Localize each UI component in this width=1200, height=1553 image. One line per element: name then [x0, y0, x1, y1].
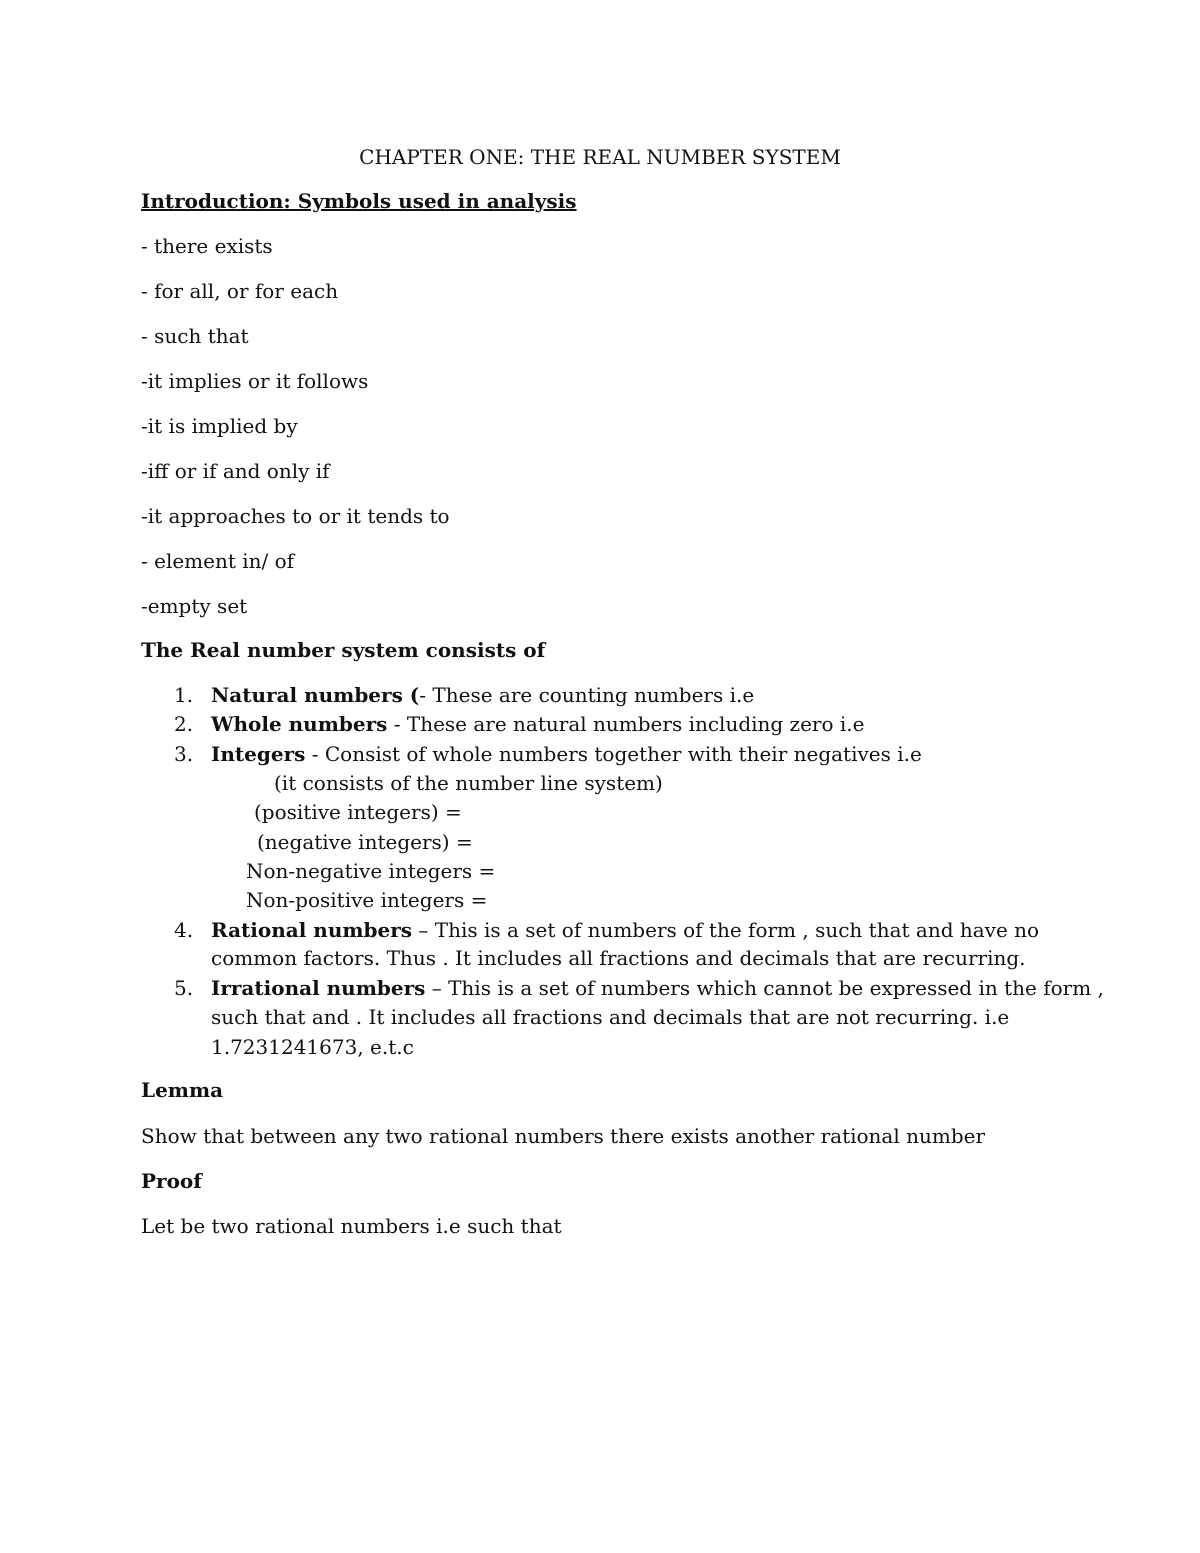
lemma-heading: Lemma: [141, 1078, 224, 1102]
symbol-line: - element in/ of: [141, 549, 295, 573]
real-number-heading: The Real number system consists of: [141, 638, 546, 662]
rational-continuation: common factors. Thus . It includes all fractions and decimals that are recurring.: [211, 946, 1026, 970]
list-number: 2.: [174, 712, 194, 736]
list-term: Integers: [211, 742, 306, 766]
page-title: CHAPTER ONE: THE REAL NUMBER SYSTEM: [359, 145, 841, 169]
integers-sub-line: (positive integers) =: [254, 800, 462, 824]
lemma-text: Show that between any two rational numbers there exists another rational number: [141, 1124, 986, 1148]
list-term: Rational numbers: [211, 918, 413, 942]
symbol-line: -iff or if and only if: [141, 459, 330, 483]
list-number: 3.: [174, 742, 194, 766]
list-number: 1.: [174, 683, 194, 707]
symbol-line: - for all, or for each: [141, 279, 339, 303]
integers-sub-line: (negative integers) =: [257, 830, 473, 854]
list-item-whole: [211, 712, 864, 736]
integers-sub-line: (it consists of the number line system): [274, 771, 663, 795]
list-term: Whole numbers: [211, 712, 388, 736]
symbol-line: -it implies or it follows: [141, 369, 369, 393]
list-item-natural: [211, 683, 754, 707]
irrational-continuation: 1.7231241673, e.t.c: [211, 1035, 414, 1059]
proof-text: Let be two rational numbers i.e such that: [141, 1214, 562, 1238]
list-desc: - These are counting numbers i.e: [419, 683, 755, 707]
list-desc: – This is a set of numbers of the form , such that and have no: [412, 918, 1040, 942]
symbol-line: -empty set: [141, 594, 248, 618]
integers-sub-line: Non-negative integers =: [246, 859, 496, 883]
symbol-line: -it is implied by: [141, 414, 298, 438]
list-term: Irrational numbers: [211, 976, 426, 1000]
list-desc: - Consist of whole numbers together with their negatives i.e: [305, 742, 922, 766]
list-number: 5.: [174, 976, 194, 1000]
list-item-integers: [211, 742, 922, 766]
symbol-line: - such that: [141, 324, 249, 348]
integers-sub-line: Non-positive integers =: [246, 888, 488, 912]
list-number: 4.: [174, 918, 194, 942]
list-desc: – This is a set of numbers which cannot be expressed in the form ,: [425, 976, 1104, 1000]
list-term: Natural numbers (: [211, 683, 420, 707]
list-desc: - These are natural numbers including zero i.e: [387, 712, 865, 736]
symbol-line: -it approaches to or it tends to: [141, 504, 450, 528]
proof-heading: Proof: [141, 1169, 202, 1193]
list-item-rational: [211, 918, 1039, 942]
intro-heading: Introduction: Symbols used in analysis: [141, 189, 577, 213]
symbol-line: - there exists: [141, 234, 273, 258]
list-item-irrational: [211, 976, 1104, 1000]
irrational-continuation: such that and . It includes all fractions and decimals that are not recurring. i.e: [211, 1005, 1010, 1029]
